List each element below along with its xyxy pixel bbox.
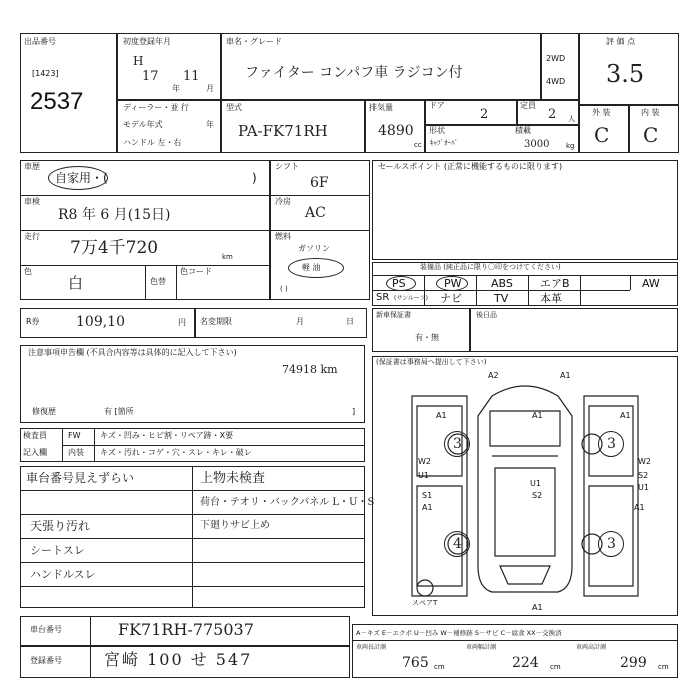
note-right-1: 上物未検査 [200, 471, 266, 486]
name-change-month: 月 [296, 317, 304, 326]
back-item-box [470, 308, 678, 352]
chassis-label: 車台番号 [30, 625, 62, 634]
width-label: 車両幅計測 [466, 644, 497, 651]
damage-mark-12: U1 [638, 483, 649, 492]
drive-4wd: 4WD [546, 77, 566, 86]
wheel-rl-value: 4 [453, 536, 462, 552]
displacement-label: 排気量 [369, 103, 393, 112]
damage-mark-13: S1 [422, 491, 433, 500]
equip-navi: ナビ [440, 292, 462, 305]
drive-2wd: 2WD [546, 54, 566, 63]
inspector-row2-text: キズ・汚れ・コゲ・穴・スレ・キレ・破レ [100, 448, 252, 457]
car-name-value: ファイター コンパフ車 ラジコン付 [245, 65, 463, 81]
handle-label: ハンドル 左・右 [123, 138, 182, 147]
displacement-value: 4890 [378, 123, 414, 139]
equipment-label: 装備品 (純正品に限り〇印をつけてください) [420, 263, 561, 271]
interior-value: C [643, 123, 659, 147]
door-value: 2 [480, 107, 489, 122]
equip-aw: AW [642, 277, 660, 290]
month-mark: 月 [206, 84, 214, 93]
equip-sr-sub: (サンルーフ) [394, 295, 428, 302]
damage-mark-10: W2 [638, 457, 651, 466]
color-no-label: 色替 [150, 277, 166, 286]
score-value: 3.5 [606, 60, 645, 88]
len-cm: cm [434, 663, 445, 671]
lot-number: 2537 [30, 88, 84, 115]
note-left-2: 天張り汚れ [30, 519, 91, 533]
legend-codes: A－キズ E－エクボ U－凹み W－補修跡 S－サビ C－腐食 XX－交換済 [356, 629, 562, 637]
len-value: 765 [402, 655, 429, 671]
damage-mark-9: U1 [418, 471, 429, 480]
equip-ps-circle [386, 276, 416, 291]
equip-ps: PS [392, 277, 406, 290]
equip-sr: SR [376, 292, 390, 303]
inspection-value: R8 年 6 月(15日) [58, 207, 171, 223]
drive-box [541, 33, 579, 100]
damage-mark-2: A1 [560, 371, 571, 380]
exterior-value: C [594, 123, 610, 147]
inspector-row2-head: 内装 [68, 448, 84, 457]
color-value: 白 [68, 274, 84, 292]
inspector-row1-text: キズ・凹み・ヒビ割・リペア跡・X要 [100, 431, 234, 440]
capacity-label: 定員 [520, 101, 536, 110]
back-item-label: 後日品 [476, 311, 497, 319]
shift-label: シフト [275, 162, 299, 171]
note-right-3: 下廻りサビ上め [200, 520, 270, 531]
damage-mark-14: A1 [422, 503, 433, 512]
name-change-label: 名変期限 [200, 317, 232, 326]
score-label: 評 価 点 [606, 37, 636, 46]
width-value: 224 [512, 655, 539, 671]
fuel-label: 燃料 [275, 232, 291, 241]
color-label: 色 [24, 267, 32, 276]
load-label: 積載 [515, 126, 531, 135]
name-change-day: 日 [346, 317, 354, 326]
ac-value: AC [305, 205, 326, 221]
fuel-type1: ガソリン [298, 244, 330, 253]
diagram-header: (保証書は事務局へ提出して下さい) [376, 358, 487, 366]
first-reg-era: H [133, 54, 144, 68]
fuel-paren: ( ) [280, 285, 288, 293]
height-cm: cm [658, 663, 669, 671]
height-label: 車両高計測 [576, 644, 607, 651]
chassis-value: FK71RH-775037 [118, 620, 254, 639]
lot-small: [1423] [32, 69, 59, 78]
model-year-mark: 年 [206, 120, 214, 129]
lot-label: 出品番号 [24, 37, 56, 46]
mileage-value: 7万4千720 [70, 238, 159, 258]
history-label: 車歴 [24, 162, 40, 171]
note-left-1: 車台番号見えずらい [26, 471, 135, 485]
damage-mark-11: S2 [638, 471, 649, 480]
shape-label: 形状 [429, 126, 445, 135]
damage-mark-7: S2 [532, 491, 543, 500]
inspection-label: 車検 [24, 197, 40, 206]
width-cm: cm [550, 663, 561, 671]
equip-leather: 本革 [540, 292, 562, 305]
sales-point-box [372, 160, 678, 260]
damage-mark-4: A1 [532, 411, 543, 420]
damage-mark-6: U1 [530, 479, 541, 488]
height-value: 299 [620, 655, 647, 671]
door-label: ドア [429, 101, 445, 110]
reg-value: 宮崎 100 せ 547 [104, 650, 253, 669]
wheel-fl-value: 3 [453, 436, 462, 452]
car-name-label: 車名・グレード [226, 37, 282, 46]
dealer-label: ディーラー・並 行 [123, 103, 189, 112]
equip-pw: PW [444, 277, 462, 290]
notes-label: 注意事項申告欄 (不具合内容等は具体的に記入して下さい) [28, 348, 237, 357]
vehicle-diagram [372, 356, 678, 616]
first-reg-month: 11 [183, 69, 200, 84]
ac-label: 冷房 [275, 197, 291, 206]
repair-value: 有 [箇所 [104, 407, 134, 416]
len-label: 車両長計測 [356, 644, 387, 651]
shape-value: ｷｬﾌﾞｵｰﾊﾞ [430, 139, 458, 147]
mileage-label: 走行 [24, 232, 40, 241]
repair-close: ] [352, 407, 356, 416]
equip-abs: ABS [491, 277, 513, 290]
wheel-fr-value: 3 [607, 436, 616, 452]
inspector-label1: 検査員 [23, 431, 47, 440]
recycle-value: 109,10 [76, 314, 125, 330]
inspector-row1-head: FW [68, 431, 81, 440]
model-type-label: 型式 [226, 103, 242, 112]
note-left-3: シートスレ [30, 544, 85, 557]
warranty-value: 有・無 [415, 333, 439, 342]
inspector-label2: 記入欄 [23, 448, 47, 457]
history-value: 自家用・( [55, 171, 108, 185]
wheel-rr-value: 3 [607, 536, 616, 552]
equip-airbag: エアB [540, 277, 570, 290]
note-left-4: ハンドルスレ [30, 568, 96, 581]
equip-tv: TV [494, 292, 509, 305]
notes-handwritten: 74918 km [282, 363, 338, 376]
fuel-type2: 軽 油 [302, 263, 321, 272]
km-label: km [222, 253, 233, 261]
model-type-value: PA-FK71RH [238, 122, 328, 140]
person-label: 人 [568, 115, 575, 123]
shift-value: 6F [310, 175, 329, 191]
interior-label: 内 装 [641, 108, 660, 117]
damage-mark-1: A2 [488, 371, 499, 380]
damage-mark-5: A1 [620, 411, 631, 420]
repair-label: 修復歴 [32, 407, 56, 416]
model-year-label: モデル年式 [123, 120, 163, 129]
history-close: ) [252, 171, 257, 185]
cc-label: cc [414, 141, 422, 149]
capacity-value: 2 [548, 107, 557, 122]
exterior-label: 外 装 [592, 108, 611, 117]
reg-label: 登録番号 [30, 656, 62, 665]
sales-point-label: セールスポイント (正常に機能するものに限ります) [378, 162, 563, 171]
damage-mark-3: A1 [436, 411, 447, 420]
year-mark: 年 [172, 84, 180, 93]
damage-mark-16: A1 [532, 603, 543, 612]
color-code-label: 色コード [180, 267, 212, 276]
recycle-label: R券 [26, 317, 40, 326]
first-reg-label: 初度登録年月 [123, 37, 171, 46]
equip-pw-circle [436, 276, 468, 291]
first-reg-year: 17 [142, 69, 159, 84]
spare-label: スペアT [412, 599, 438, 607]
note-right-2: 荷台・テオリ・バックパネル L・U・S [200, 497, 375, 508]
recycle-yen: 円 [178, 318, 186, 327]
load-value: 3000 [524, 139, 550, 150]
warranty-label: 新車保証書 [376, 311, 411, 319]
damage-mark-15: A1 [634, 503, 645, 512]
damage-mark-8: W2 [418, 457, 431, 466]
kg-label: kg [566, 142, 575, 150]
